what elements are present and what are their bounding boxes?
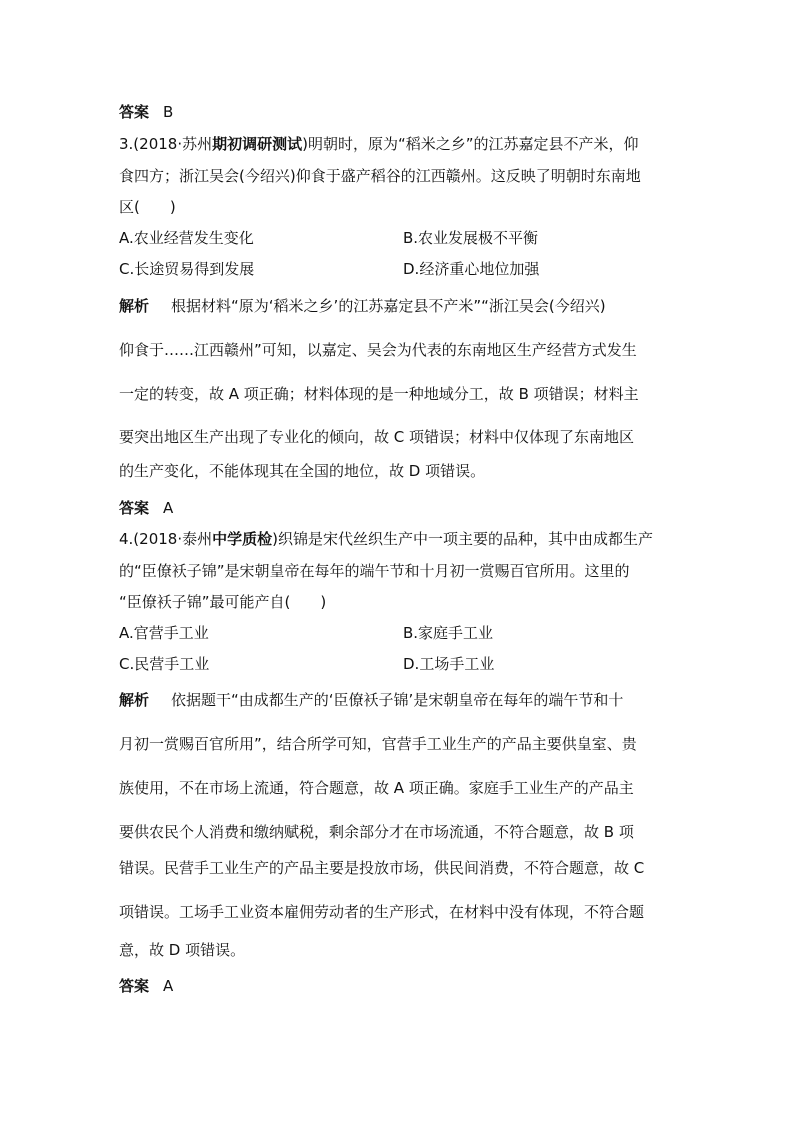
- q4-option-d: D.工场手工业: [403, 655, 495, 673]
- q4-stem-line-1: [119, 529, 653, 549]
- analysis-text: 根据材料“原为‘稻米之乡’的江苏嘉定县不产米”“浙江吴会(今绍兴): [171, 297, 606, 315]
- analysis-label: 解析: [119, 297, 150, 315]
- q3-stem-line-1: [119, 134, 639, 154]
- q4-analysis-line-2: 月初一赏赐百官所用”，结合所学可知，官营手工业生产的产品主要供皇室、贵: [119, 735, 637, 753]
- q4-analysis-line-6: 项错误。工场手工业资本雇佣劳动者的生产形式，在材料中没有体现，不符合题: [119, 903, 645, 921]
- q3-option-b: B.农业发展极不平衡: [403, 229, 539, 247]
- q3-option-a: A.农业经营发生变化: [119, 229, 254, 247]
- q4-analysis-line-1: [119, 690, 623, 710]
- answer-value: B: [163, 103, 174, 121]
- q4-option-a: A.官营手工业: [119, 624, 209, 642]
- q4-analysis-line-3: 族使用，不在市场上流通，符合题意，故 A 项正确。家庭手工业生产的产品主: [119, 779, 634, 797]
- q4-stem-text: )织锦是宋代丝织生产中一项主要的品种，其中由成都生产: [272, 530, 653, 548]
- q3-stem-line-2: 食四方；浙江吴会(今绍兴)仰食于盛产稻谷的江西赣州。这反映了明朝时东南地: [119, 167, 641, 185]
- q3-stem-line-3: 区( ): [119, 198, 176, 216]
- q3-stem-text: )明朝时，原为“稻米之乡”的江苏嘉定县不产米，仰: [302, 135, 639, 153]
- q3-source-prefix: 3.(2018·苏州: [119, 135, 213, 153]
- q3-option-c: C.长途贸易得到发展: [119, 260, 255, 278]
- q3-analysis-line-1: [119, 296, 606, 316]
- q3-analysis-line-4: 要突出地区生产出现了专业化的倾向，故 C 项错误；材料中仅体现了东南地区: [119, 428, 635, 446]
- q3-answer: [119, 498, 173, 518]
- answer-value: A: [163, 977, 174, 995]
- q4-analysis-line-7: 意，故 D 项错误。: [119, 941, 246, 959]
- answer-value: A: [163, 499, 174, 517]
- q4-source-prefix: 4.(2018·泰州: [119, 530, 213, 548]
- q3-source-name: 期初调研测试: [212, 135, 303, 153]
- q3-analysis-line-5: 的生产变化，不能体现其在全国的地位，故 D 项错误。: [119, 462, 486, 480]
- q4-answer: [119, 976, 173, 996]
- q4-analysis-line-4: 要供农民个人消费和缴纳赋税，剩余部分才在市场流通，不符合题意，故 B 项: [119, 823, 634, 841]
- q4-stem-line-2: 的“臣僚袄子锦”是宋朝皇帝在每年的端午节和十月初一赏赐百官所用。这里的: [119, 562, 630, 580]
- q3-analysis-line-3: 一定的转变，故 A 项正确；材料体现的是一种地域分工，故 B 项错误；材料主: [119, 385, 639, 403]
- analysis-label: 解析: [119, 691, 150, 709]
- q2-answer: [119, 102, 173, 122]
- q4-stem-line-3: “臣僚袄子锦”最可能产自( ): [119, 593, 327, 611]
- q3-option-d: D.经济重心地位加强: [403, 260, 540, 278]
- q4-option-c: C.民营手工业: [119, 655, 210, 673]
- q4-option-b: B.家庭手工业: [403, 624, 494, 642]
- answer-label: 答案: [119, 977, 150, 995]
- answer-label: 答案: [119, 499, 150, 517]
- analysis-text: 依据题干“由成都生产的‘臣僚袄子锦’是宋朝皇帝在每年的端午节和十: [171, 691, 624, 709]
- q4-source-name: 中学质检: [212, 530, 273, 548]
- q3-analysis-line-2: 仰食于……江西赣州”可知，以嘉定、吴会为代表的东南地区生产经营方式发生: [119, 341, 637, 359]
- q4-analysis-line-5: 错误。民营手工业生产的产品主要是投放市场，供民间消费，不符合题意，故 C: [119, 859, 645, 877]
- answer-label: 答案: [119, 103, 150, 121]
